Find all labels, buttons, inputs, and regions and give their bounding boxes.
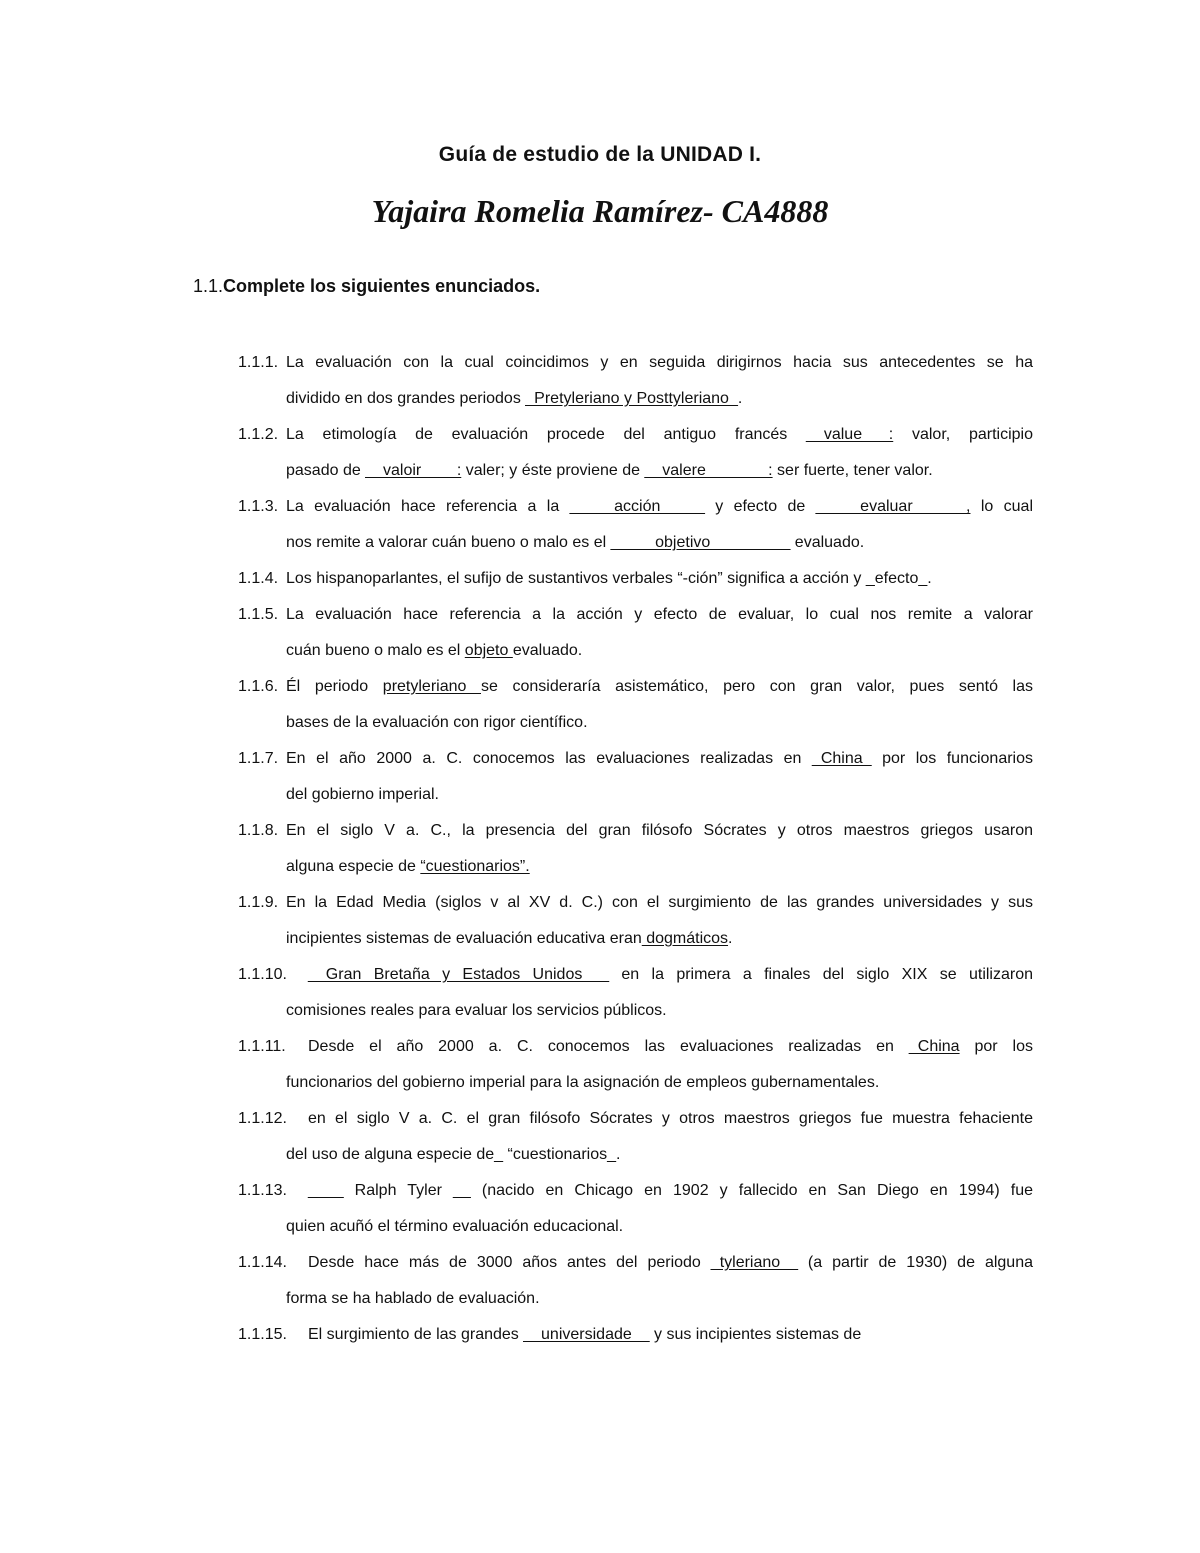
list-item: [238, 417, 1033, 489]
item-number: 1.1.15.: [238, 1326, 287, 1343]
item-text: por los funcionarios: [871, 750, 1034, 767]
answer-blank: _China: [908, 1038, 960, 1055]
item-text: En la Edad Media (siglos v al XV d. C.) con el surgimiento de las grandes universidades y sus: [286, 894, 1033, 911]
item-text: y efecto de: [704, 498, 816, 515]
item-text: funcionarios del gobierno imperial para la asignación de empleos gubernamentales.: [286, 1074, 880, 1091]
item-text: Los hispanoparlantes, el sufijo de sustantivos verbales “-ción” significa a acción y _efecto_.: [286, 570, 932, 587]
item-text: El surgimiento de las grandes: [308, 1326, 524, 1343]
list-item: [238, 1101, 1033, 1173]
item-text: (a partir de 1930) de alguna: [797, 1254, 1033, 1271]
answer-blank: _____acción_____: [569, 498, 705, 515]
item-text: quien acuñó el término evaluación educacional.: [286, 1218, 624, 1235]
list-item: [238, 1245, 1033, 1317]
section-heading: [193, 276, 540, 297]
list-item: [238, 813, 1033, 885]
item-text: en el siglo V a. C. el gran filósofo Sócrates y otros maestros griegos fue muestra fehaciente: [308, 1110, 1033, 1127]
item-text: Desde hace más de 3000 años antes del periodo: [308, 1254, 711, 1271]
item-text: pasado de: [286, 462, 366, 479]
answer-blank: __universidade__: [523, 1326, 650, 1343]
item-text: En el siglo V a. C., la presencia del gran filósofo Sócrates y otros maestros griegos usaron: [286, 822, 1033, 839]
item-text: valor, participio: [893, 426, 1034, 443]
list-item: [238, 957, 1033, 1029]
list-item: [238, 885, 1033, 957]
item-number: 1.1.10.: [238, 966, 287, 983]
item-text: incipientes sistemas de evaluación educativa eran: [286, 930, 642, 947]
item-text: .: [737, 390, 743, 407]
item-number: 1.1.5.: [238, 606, 279, 623]
list-item: [238, 597, 1033, 669]
answer-blank: _tyleriano__: [710, 1254, 798, 1271]
item-text: del gobierno imperial.: [286, 786, 439, 803]
answer-blank: __valere_______:: [644, 462, 773, 479]
item-text: Desde el año 2000 a. C. conocemos las evaluaciones realizadas en: [308, 1038, 909, 1055]
item-text: ____ Ralph Tyler __ (nacido en Chicago en 1902 y fallecido en San Diego en 1994) fue: [308, 1182, 1033, 1199]
item-text: lo cual: [970, 498, 1033, 515]
item-text: forma se ha hablado de evaluación.: [286, 1290, 540, 1307]
item-text: La evaluación hace referencia a la acción y efecto de evaluar, lo cual nos remite a valorar: [286, 606, 1033, 623]
answer-blank: pretyleriano: [382, 678, 481, 695]
item-number: 1.1.12.: [238, 1110, 287, 1127]
item-text: por los: [959, 1038, 1033, 1055]
answer-blank: dogmáticos: [641, 930, 729, 947]
item-text: alguna especie de: [286, 858, 421, 875]
item-text: evaluado.: [512, 642, 583, 659]
list-item: [238, 489, 1033, 561]
item-text: La evaluación con la cual coincidimos y en seguida dirigirnos hacia sus antecedentes se ha: [286, 354, 1033, 371]
list-item: [238, 1317, 1033, 1353]
list-item: [238, 561, 1033, 597]
item-text: comisiones reales para evaluar los servicios públicos.: [286, 1002, 667, 1019]
item-text: y sus incipientes sistemas de: [649, 1326, 862, 1343]
answer-blank: _____evaluar______,: [815, 498, 971, 515]
item-number: 1.1.2.: [238, 426, 279, 443]
item-number: 1.1.8.: [238, 822, 279, 839]
item-text: en la primera a finales del siglo XIX se utilizaron: [609, 966, 1034, 983]
item-text: bases de la evaluación con rigor científico.: [286, 714, 588, 731]
author-line: Yajaira Romelia Ramírez- CA4888: [371, 193, 829, 229]
item-text: del uso de alguna especie de_ “cuestionarios_.: [286, 1146, 621, 1163]
item-text: se consideraría asistemático, pero con gran valor, pues sentó las: [481, 678, 1034, 695]
answer-blank: __valoir____:: [365, 462, 462, 479]
list-item: [238, 345, 1033, 417]
answer-blank: “cuestionarios”.: [420, 858, 530, 875]
item-text: nos remite a valorar cuán bueno o malo es el: [286, 534, 611, 551]
list-item: [238, 1173, 1033, 1245]
item-text: evaluado.: [790, 534, 865, 551]
item-text: La etimología de evaluación procede del antiguo francés: [286, 426, 807, 443]
answer-blank: _China_: [811, 750, 872, 767]
list-item: [238, 741, 1033, 813]
list-item: [238, 669, 1033, 741]
section-number: 1.1.: [193, 276, 224, 296]
list-item: [238, 1029, 1033, 1101]
item-number: 1.1.6.: [238, 678, 279, 695]
section-title: Complete los siguientes enunciados.: [223, 276, 541, 296]
answer-blank: _____objetivo_________: [610, 534, 791, 551]
item-text: Él periodo: [286, 678, 383, 695]
item-number: 1.1.7.: [238, 750, 279, 767]
statement-list: [238, 345, 1033, 1353]
item-text: .: [728, 930, 733, 947]
item-number: 1.1.1.: [238, 354, 279, 371]
item-text: La evaluación hace referencia a la: [286, 498, 570, 515]
item-number: 1.1.13.: [238, 1182, 287, 1199]
item-number: 1.1.4.: [238, 570, 279, 587]
item-text: dividido en dos grandes periodos: [286, 390, 526, 407]
answer-blank: __Gran Bretaña y Estados Unidos___: [308, 966, 610, 983]
answer-blank: _Pretyleriano y Posttyleriano_: [525, 390, 738, 407]
item-number: 1.1.14.: [238, 1254, 287, 1271]
item-number: 1.1.11.: [238, 1038, 286, 1055]
item-text: cuán bueno o malo es el: [286, 642, 465, 659]
item-number: 1.1.9.: [238, 894, 279, 911]
answer-blank: objeto: [464, 642, 513, 659]
item-text: ser fuerte, tener valor.: [772, 462, 933, 479]
item-number: 1.1.3.: [238, 498, 279, 515]
page-title: Guía de estudio de la UNIDAD I.: [438, 143, 762, 166]
item-text: valer; y éste proviene de: [461, 462, 645, 479]
item-text: En el año 2000 a. C. conocemos las evaluaciones realizadas en: [286, 750, 812, 767]
answer-blank: __value___:: [806, 426, 894, 443]
